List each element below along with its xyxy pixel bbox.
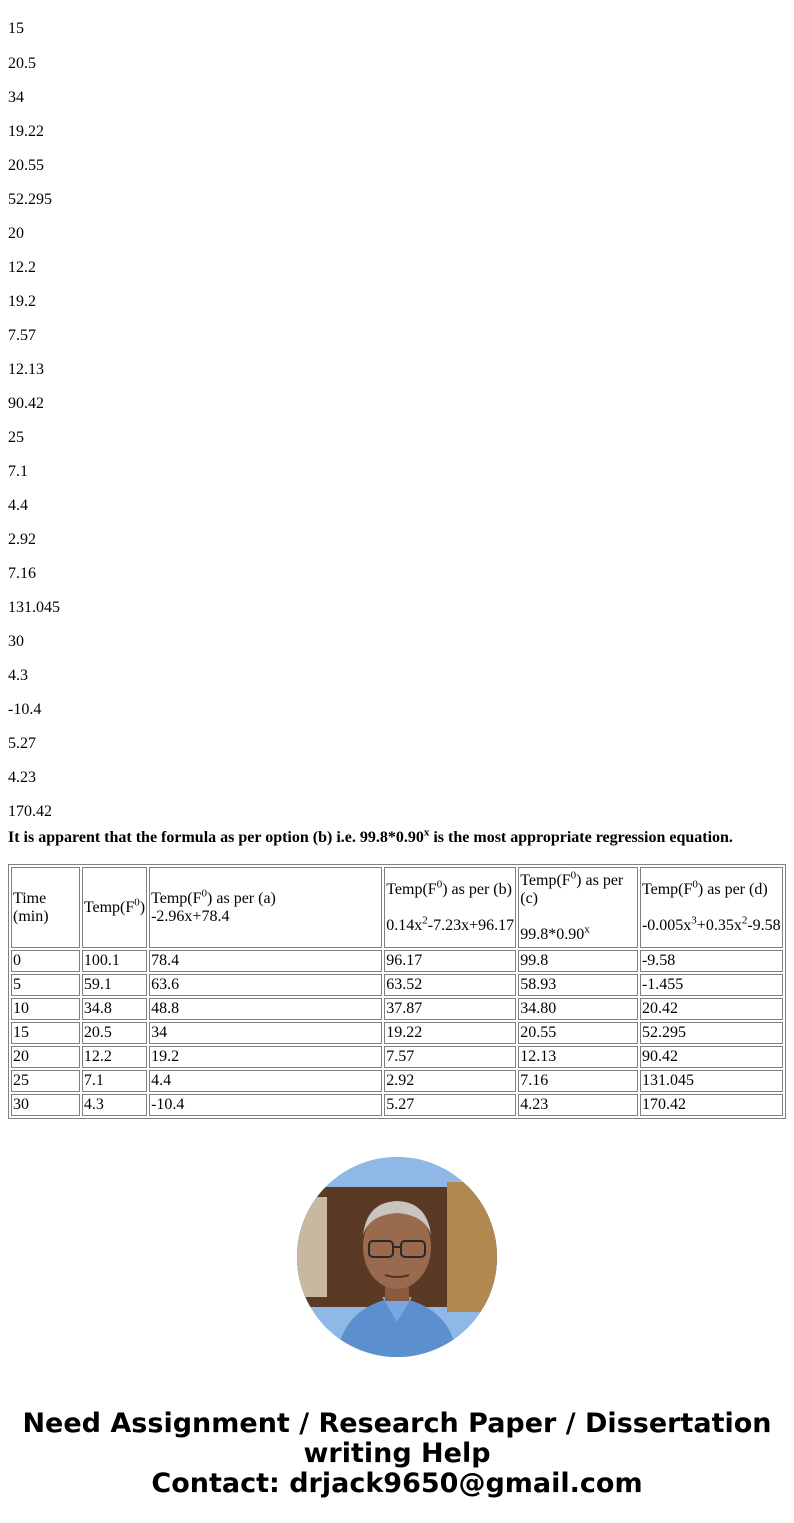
footer-ad [0,1409,794,1499]
table-row [11,998,783,1020]
header-temp: $Temp(F^0)$ [82,867,147,948]
value-line: 170.42 [8,803,52,820]
header-option-d: $Temp(F^0)$ as per (d) $-0.005x^3+0.35x^2-9.58$ [640,867,783,948]
author-photo-wrap [0,1157,794,1357]
header-option-c: $Temp(F^0)$ as per (c) 99.8*0.90$^x$ [518,867,638,948]
footer-line-1: Need Assignment / Research Paper / Dissertation [22,1408,772,1439]
table-cell: 170.42 [640,1094,783,1116]
table-cell: 4.23 [518,1094,638,1116]
value-line: -10.4 [8,701,42,718]
table-cell: 34.8 [82,998,147,1020]
table-cell: 78.4 [149,950,382,972]
footer-line-2: writing Help [303,1438,491,1469]
value-line: 2.92 [8,531,36,548]
value-line: 20.55 [8,157,44,174]
table-cell: 20.55 [518,1022,638,1044]
value-line: 30 [8,633,24,650]
table-cell: 25 [11,1070,80,1092]
regression-table [8,864,786,1119]
author-avatar [297,1157,497,1357]
value-line: 7.1 [8,463,28,480]
value-line: 52.295 [8,191,52,208]
table-cell: 12.2 [82,1046,147,1068]
value-line: 4.4 [8,497,28,514]
value-line: 5.27 [8,735,36,752]
value-line: 4.23 [8,769,36,786]
table-cell: 99.8 [518,950,638,972]
person-portrait-icon [297,1157,497,1357]
table-cell: 7.1 [82,1070,147,1092]
table-cell: 20.5 [82,1022,147,1044]
table-cell: 90.42 [640,1046,783,1068]
table-cell: 7.16 [518,1070,638,1092]
table-cell: 34.80 [518,998,638,1020]
value-line: 4.3 [8,667,28,684]
table-cell: 4.3 [82,1094,147,1116]
table-cell: 20 [11,1046,80,1068]
table-cell: 63.6 [149,974,382,996]
table-row [11,974,783,996]
table-row [11,1022,783,1044]
conclusion-text: It is apparent that the formula as per option (b) i.e. 99.8*0.90$^x$ is the most appropriate regression equation. [8,826,733,846]
value-line: 19.22 [8,123,44,140]
table-cell: 0 [11,950,80,972]
table-cell: 7.57 [384,1046,516,1068]
footer-contact: Contact: drjack9650@gmail.com [151,1468,643,1499]
table-cell: 59.1 [82,974,147,996]
table-cell: 20.42 [640,998,783,1020]
table-row [11,950,783,972]
table-cell: 15 [11,1022,80,1044]
table-cell: -10.4 [149,1094,382,1116]
table-cell: 100.1 [82,950,147,972]
table-cell: 96.17 [384,950,516,972]
value-line: 19.2 [8,293,36,310]
table-row [11,1070,783,1092]
header-time: Time (min) [11,867,80,948]
table-row [11,1046,783,1068]
value-line: 12.13 [8,361,44,378]
header-option-a: $Temp(F^0)$ as per (a) -2.96x+78.4 [149,867,382,948]
table-cell: 5 [11,974,80,996]
value-line: 7.57 [8,327,36,344]
table-cell: 19.22 [384,1022,516,1044]
table-cell: 34 [149,1022,382,1044]
table-row [11,1094,783,1116]
value-line: 34 [8,89,24,106]
table-cell: 2.92 [384,1070,516,1092]
value-line: 15 [8,20,24,37]
table-cell: -9.58 [640,950,783,972]
value-line: 7.16 [8,565,36,582]
table-cell: 5.27 [384,1094,516,1116]
table-cell: 58.93 [518,974,638,996]
value-line: 25 [8,429,24,446]
value-line: 12.2 [8,259,36,276]
table-cell: 48.8 [149,998,382,1020]
table-cell: 4.4 [149,1070,382,1092]
value-list [8,0,786,818]
table-header-row [11,867,783,948]
table-cell: 19.2 [149,1046,382,1068]
value-line: 90.42 [8,395,44,412]
table-cell: -1.455 [640,974,783,996]
value-line: 20.5 [8,55,36,72]
value-line: 131.045 [8,599,60,616]
table-cell: 131.045 [640,1070,783,1092]
table-cell: 63.52 [384,974,516,996]
table-cell: 12.13 [518,1046,638,1068]
table-cell: 37.87 [384,998,516,1020]
table-cell: 10 [11,998,80,1020]
value-line: 20 [8,225,24,242]
table-cell: 30 [11,1094,80,1116]
table-cell: 52.295 [640,1022,783,1044]
header-option-b: $Temp(F^0)$ as per (b) $0.14x^2-7.23x+96.17$ [384,867,516,948]
